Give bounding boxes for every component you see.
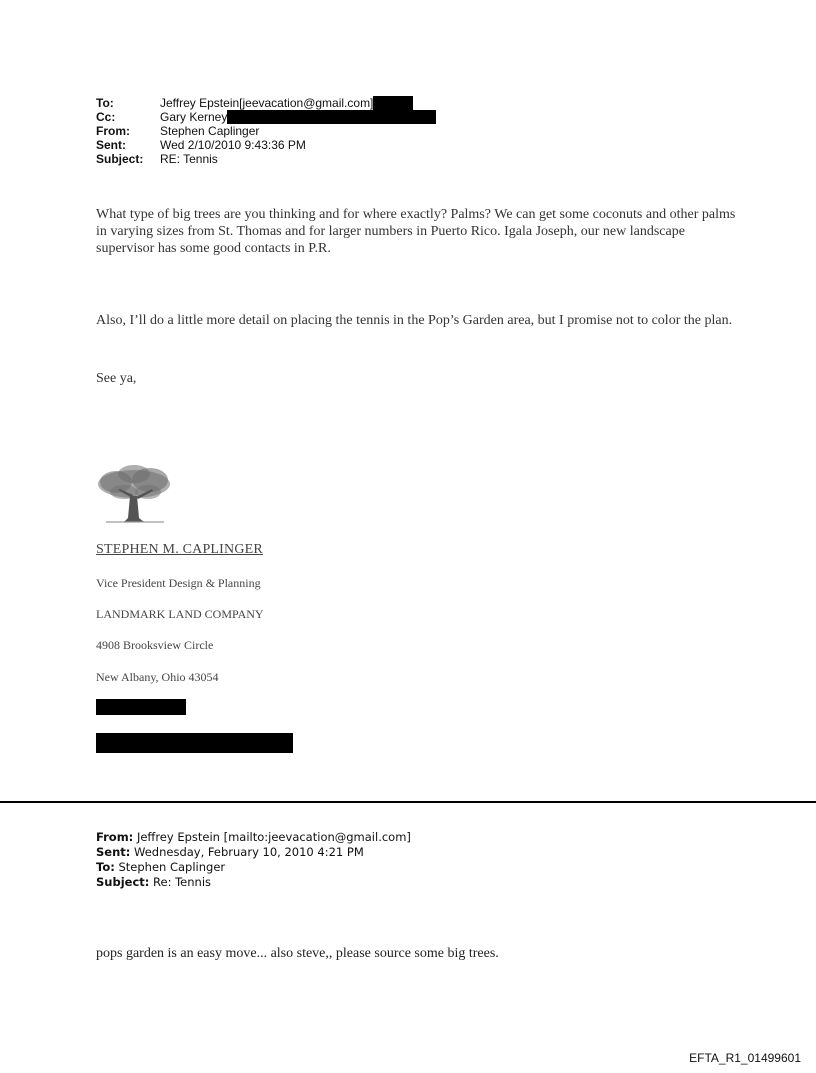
quoted-body-text: pops garden is an easy move... also steve,, please source some big trees. bbox=[96, 946, 499, 961]
quoted-from-label: From: bbox=[96, 830, 134, 844]
cc-row bbox=[96, 110, 436, 124]
redaction-block bbox=[96, 733, 293, 753]
quoted-sent-label: Sent: bbox=[96, 845, 131, 859]
subject-value: RE: Tennis bbox=[160, 152, 218, 166]
signature-title: Vice President Design & Planning bbox=[96, 576, 261, 590]
quoted-sent-value: Wednesday, February 10, 2010 4:21 PM bbox=[134, 845, 364, 859]
body-paragraph-2: Also, I’ll do a little more detail on placing the tennis in the Pop’s Garden area, but I promise not to color the plan. bbox=[96, 313, 733, 328]
signature-address-line-1: 4908 Brooksview Circle bbox=[96, 638, 214, 652]
redaction-block bbox=[96, 699, 186, 715]
sent-value: Wed 2/10/2010 9:43:36 PM bbox=[160, 138, 306, 152]
document-id: EFTA_R1_01499601 bbox=[689, 1051, 801, 1065]
redaction-block bbox=[227, 110, 436, 124]
subject-row bbox=[96, 152, 436, 166]
quoted-to-row bbox=[96, 860, 411, 875]
to-row bbox=[96, 96, 436, 110]
email-header bbox=[96, 96, 436, 166]
from-label: From: bbox=[96, 124, 130, 138]
quoted-subject-row bbox=[96, 875, 411, 890]
from-value: Stephen Caplinger bbox=[160, 124, 260, 138]
message-divider bbox=[0, 801, 816, 803]
quoted-to-label: To: bbox=[96, 860, 115, 874]
from-row bbox=[96, 124, 436, 138]
quoted-from-value: Jeffrey Epstein [mailto:jeevacation@gmail.com] bbox=[136, 830, 411, 844]
to-label: To: bbox=[96, 96, 114, 110]
cc-value bbox=[160, 110, 436, 124]
redaction-block bbox=[373, 96, 413, 110]
quoted-sent-row bbox=[96, 845, 411, 860]
quoted-from-row bbox=[96, 830, 411, 845]
cc-text: Gary Kerney bbox=[160, 110, 228, 124]
sent-label: Sent: bbox=[96, 138, 126, 152]
quoted-subject-value: Re: Tennis bbox=[153, 875, 212, 889]
to-text: Jeffrey Epstein[jeevacation@gmail.com] bbox=[160, 96, 374, 110]
sent-row bbox=[96, 138, 436, 152]
signature-name[interactable]: STEPHEN M. CAPLINGER bbox=[96, 542, 263, 557]
oak-tree-icon bbox=[94, 462, 174, 526]
signature-address-line-2: New Albany, Ohio 43054 bbox=[96, 670, 219, 684]
body-paragraph-1: What type of big trees are you thinking and for where exactly? Palms? We can get some coconuts and other palms in varying sizes from St. Thomas and for larger numbers in Puerto Rico. Igala Joseph, our new landscape supervisor has some good contacts in P.R. bbox=[96, 207, 736, 256]
to-value bbox=[160, 96, 413, 110]
quoted-email-header bbox=[96, 830, 411, 890]
quoted-to-value: Stephen Caplinger bbox=[118, 860, 226, 874]
closing-text: See ya, bbox=[96, 371, 137, 386]
subject-label: Subject: bbox=[96, 152, 144, 166]
quoted-subject-label: Subject: bbox=[96, 875, 150, 889]
signature-company: LANDMARK LAND COMPANY bbox=[96, 607, 264, 621]
cc-label: Cc: bbox=[96, 110, 116, 124]
